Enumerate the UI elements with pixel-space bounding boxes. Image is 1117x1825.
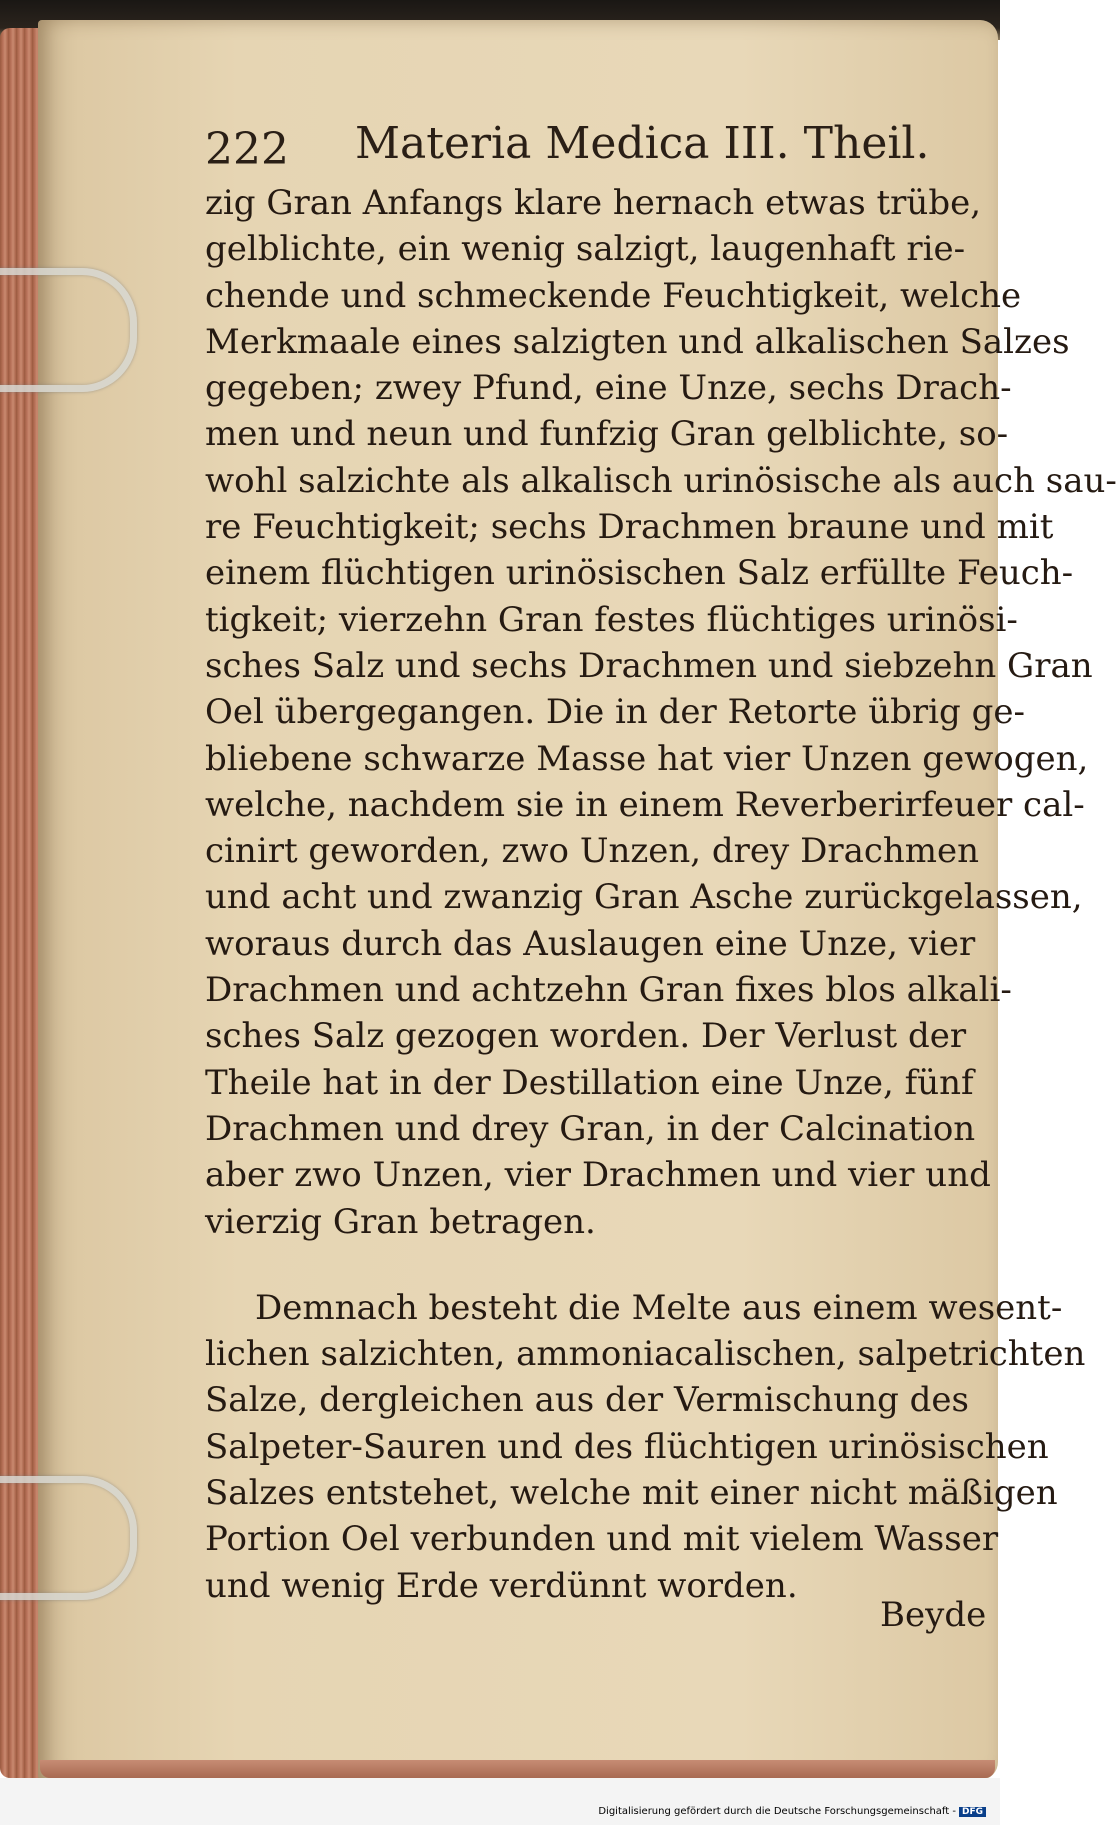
text-line: Theile hat in der Destillation eine Unze, fünf [205, 1062, 974, 1103]
paragraph-2 [205, 1285, 1086, 1609]
paragraph-gap [205, 1245, 975, 1285]
page-number: 222 [205, 124, 289, 175]
scan-footer-band [0, 1778, 1000, 1825]
text-line: Drachmen und drey Gran, in der Calcination [205, 1108, 976, 1149]
text-line: lichen salzichten, ammoniacalischen, salpetrichten [205, 1334, 1086, 1375]
paragraph-1 [205, 180, 1117, 1245]
text-line: Salzes entstehet, welche mit einer nicht mäßigen [205, 1473, 1058, 1514]
text-line: gegeben; zwey Pfund, eine Unze, sechs Drach- [205, 368, 1012, 409]
text-line: sches Salz und sechs Drachmen und siebzehn Gran [205, 645, 1093, 686]
page-header [205, 118, 930, 178]
dfg-logo: DFG [959, 1807, 986, 1817]
text-line: woraus durch das Auslaugen eine Unze, vier [205, 923, 976, 964]
page-clip-top [0, 268, 137, 392]
text-line: Demnach besteht die Melte aus einem wesent- [255, 1287, 1063, 1328]
running-title: Materia Medica III. Theil. [355, 118, 930, 169]
digitization-credit [598, 1806, 986, 1817]
text-line: bliebene schwarze Masse hat vier Unzen gewogen, [205, 738, 1089, 779]
text-line: men und neun und funfzig Gran gelblichte, so- [205, 414, 1009, 455]
text-line: und acht und zwanzig Gran Asche zurückgelassen, [205, 877, 1083, 918]
text-line: Merkmaale eines salzigten und alkalischen Salzes [205, 321, 1070, 362]
text-line: und wenig Erde verdünnt worden. [205, 1565, 798, 1606]
text-line: welche, nachdem sie in einem Reverberirfeuer cal- [205, 784, 1085, 825]
text-line: Portion Oel verbunden und mit vielem Wasser [205, 1519, 999, 1560]
book-bottom-edge [40, 1760, 995, 1778]
text-line: chende und schmeckende Feuchtigkeit, welche [205, 275, 1022, 316]
text-line: aber zwo Unzen, vier Drachmen und vier und [205, 1155, 991, 1196]
text-line: einem flüchtigen urinösischen Salz erfüllte Feuch- [205, 553, 1074, 594]
text-line: cinirt geworden, zwo Unzen, drey Drachmen [205, 831, 980, 872]
text-line: sches Salz gezogen worden. Der Verlust der [205, 1016, 967, 1057]
text-line: Drachmen und achtzehn Gran fixes blos alkali- [205, 970, 1012, 1011]
text-line: vierzig Gran betragen. [205, 1201, 596, 1242]
text-line: gelblichte, ein wenig salzigt, laugenhaft rie- [205, 229, 966, 270]
body-text [205, 180, 1117, 1609]
text-line: wohl salzichte als alkalisch urinösische als auch sau- [205, 460, 1117, 501]
catchword: Beyde [880, 1595, 987, 1635]
text-line: Salpeter-Sauren und des flüchtigen urinösischen [205, 1426, 1049, 1467]
text-line: Oel übergegangen. Die in der Retorte übrig ge- [205, 692, 1025, 733]
credit-text: Digitalisierung gefördert durch die Deutsche Forschungsgemeinschaft - [598, 1806, 956, 1817]
page-clip-bottom [0, 1476, 137, 1600]
text-line: Salze, dergleichen aus der Vermischung des [205, 1380, 970, 1421]
text-line: tigkeit; vierzehn Gran festes flüchtiges urinösi- [205, 599, 1018, 640]
text-line: zig Gran Anfangs klare hernach etwas trübe, [205, 183, 982, 223]
text-line: re Feuchtigkeit; sechs Drachmen braune und mit [205, 507, 1054, 548]
